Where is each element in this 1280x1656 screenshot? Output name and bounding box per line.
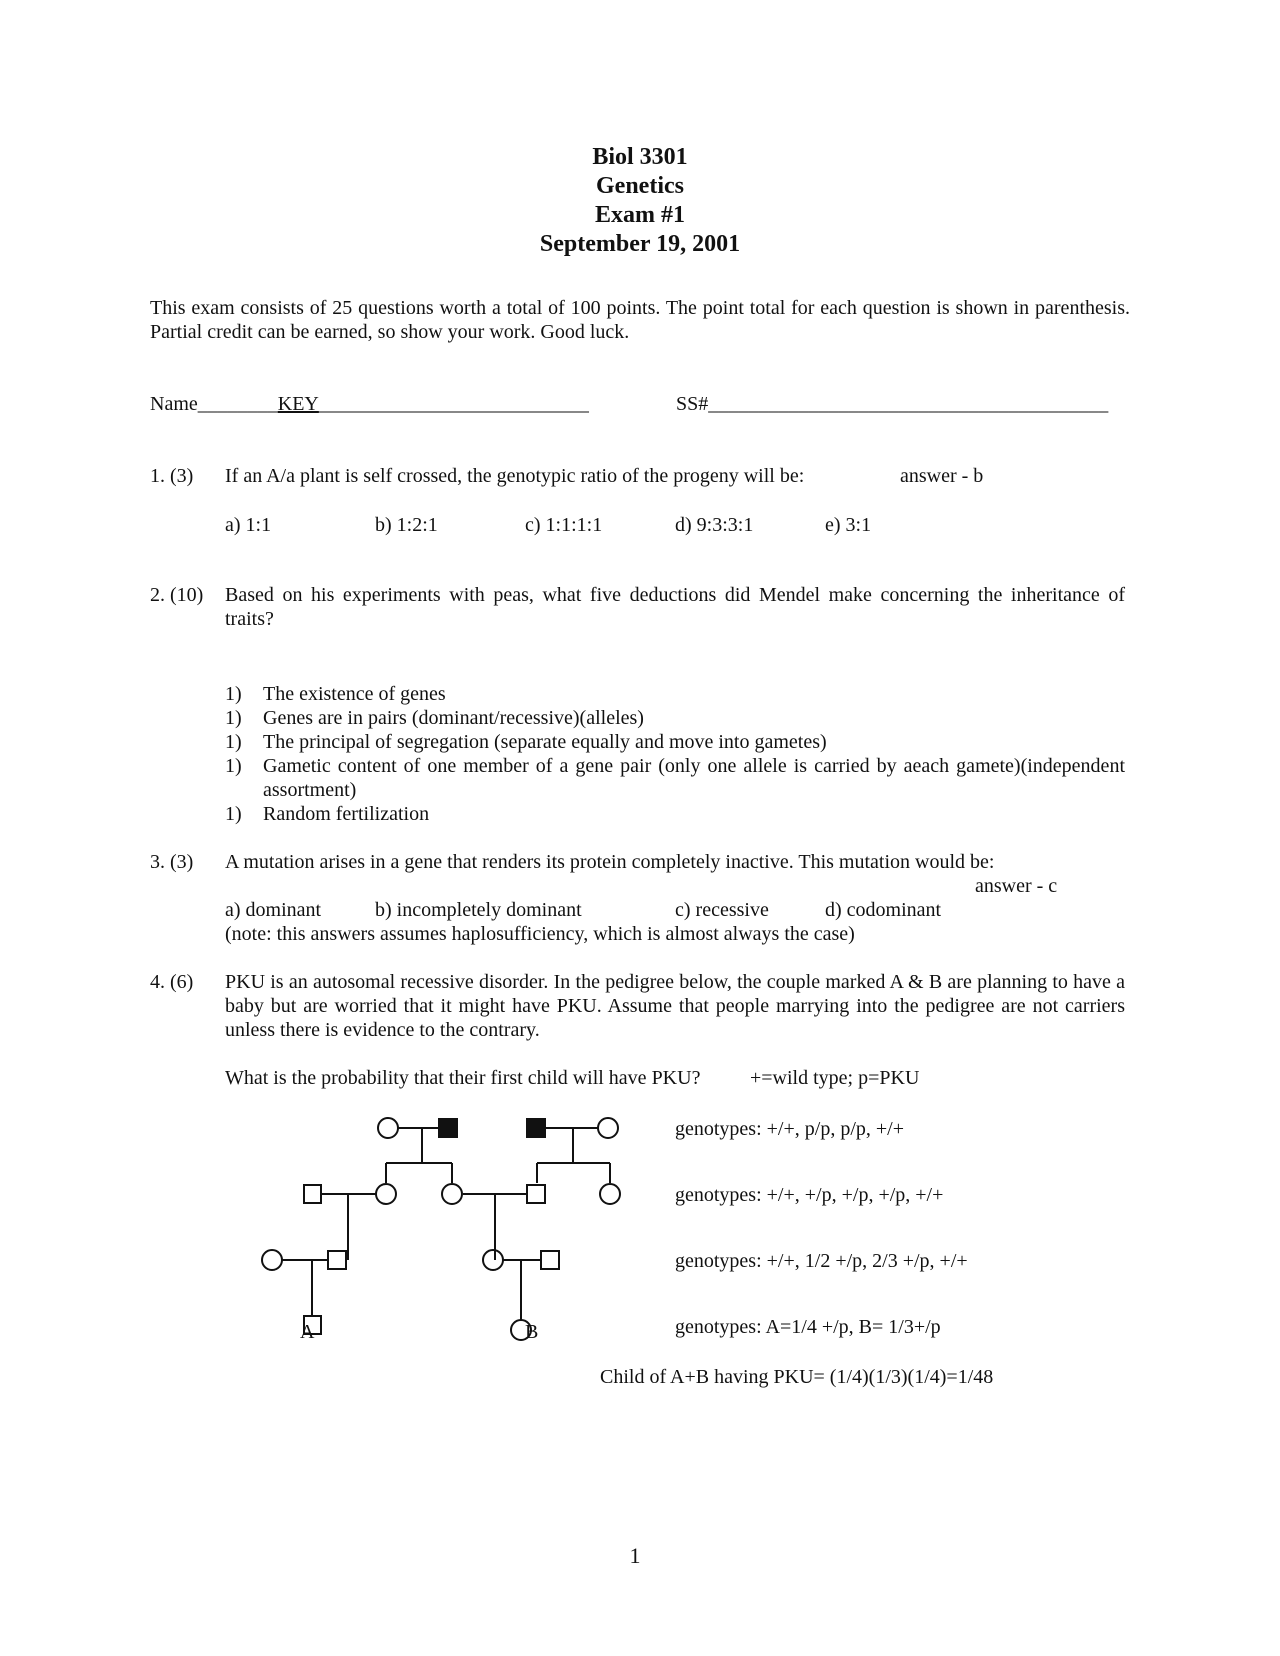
q2-marker: 1) (225, 683, 242, 705)
q2-marker: 1) (225, 731, 242, 753)
q4-question: What is the probability that their first child will have PKU? (225, 1067, 701, 1089)
q1-option: a) 1:1 (225, 514, 272, 536)
q1-option: e) 3:1 (825, 514, 872, 536)
female-unaffected (483, 1250, 503, 1270)
q4-key: +=wild type; p=PKU (750, 1067, 920, 1089)
q1-option: b) 1:2:1 (375, 514, 438, 536)
genotypes-gen2: genotypes: +/+, +/p, +/p, +/p, +/+ (675, 1184, 944, 1206)
subject-title: Genetics (596, 173, 684, 199)
q1-option: c) 1:1:1:1 (525, 514, 603, 536)
q4-number: 4. (6) (150, 971, 194, 993)
genotypes-gen3: genotypes: +/+, 1/2 +/p, 2/3 +/p, +/+ (675, 1250, 968, 1272)
ss-line: ________________________________________ (708, 393, 1109, 415)
q2-item: The existence of genes (263, 683, 446, 705)
q1-option: d) 9:3:3:1 (675, 514, 754, 536)
female-unaffected (600, 1184, 620, 1204)
female-unaffected (376, 1184, 396, 1204)
q2-number: 2. (10) (150, 584, 204, 606)
female-unaffected (442, 1184, 462, 1204)
male-unaffected (541, 1251, 559, 1269)
name-line-pre: ________ (197, 393, 278, 415)
q1-text: If an A/a plant is self crossed, the genotypic ratio of the progeny will be: (225, 465, 805, 487)
q4-text: PKU is an autosomal recessive disorder. In the pedigree below, the couple marked A & B are planning to have a baby but are worried that it might have PKU. Assume that people marrying into the pedigree are not carriers unless there is evidence to the contrary. (225, 971, 1125, 1041)
q2-marker: 1) (225, 755, 242, 777)
male-unaffected (527, 1185, 545, 1203)
ss-label: SS# (676, 393, 709, 415)
q3-option: a) dominant (225, 899, 322, 921)
q2-marker: 1) (225, 707, 242, 729)
instructions: This exam consists of 25 questions worth a total of 100 points. The point total for each question is shown in parenthesis. Partial credit can be earned, so show your work. Good luck. (150, 297, 1130, 343)
q2-item: Genes are in pairs (dominant/recessive)(alleles) (263, 707, 644, 729)
label-b: B (525, 1321, 539, 1343)
female-unaffected (598, 1118, 618, 1138)
exam-title: Exam #1 (595, 202, 685, 228)
male-unaffected (304, 1185, 321, 1203)
pku-result: Child of A+B having PKU= (1/4)(1/3)(1/4)=1/48 (600, 1366, 994, 1388)
name-line-post: ___________________________ (318, 393, 589, 415)
q2-item: The principal of segregation (separate equally and move into gametes) (263, 731, 827, 753)
q3-option: d) codominant (825, 899, 942, 921)
genotypes-gen1: genotypes: +/+, p/p, p/p, +/+ (675, 1118, 904, 1140)
course-title: Biol 3301 (592, 144, 688, 170)
female-unaffected (378, 1118, 398, 1138)
female-unaffected (262, 1250, 282, 1270)
q3-number: 3. (3) (150, 851, 194, 873)
page-number: 1 (629, 1543, 641, 1568)
male-affected (527, 1119, 545, 1137)
q3-note: (note: this answers assumes haplosufficiency, which is almost always the case) (225, 923, 855, 945)
male-affected (439, 1119, 457, 1137)
q3-text: A mutation arises in a gene that renders its protein completely inactive. This mutation would be: (225, 851, 995, 873)
male-unaffected (328, 1251, 346, 1269)
q1-answer: answer - b (900, 465, 984, 487)
q2-item: Random fertilization (263, 803, 430, 825)
q3-option: c) recessive (675, 899, 769, 921)
label-a: A (300, 1321, 315, 1343)
name-label: Name (150, 393, 198, 415)
q2-text: Based on his experiments with peas, what five deductions did Mendel make concerning the inheritance of traits? (225, 584, 1125, 630)
q1-number: 1. (3) (150, 465, 194, 487)
genotypes-gen4: genotypes: A=1/4 +/p, B= 1/3+/p (675, 1316, 941, 1338)
q2-item: Gametic content of one member of a gene pair (only one allele is carried by aeach gamete)(independent assortment) (263, 755, 1125, 801)
q2-marker: 1) (225, 803, 242, 825)
exam-date: September 19, 2001 (539, 231, 741, 257)
q3-option: b) incompletely dominant (375, 899, 582, 921)
name-value: KEY (277, 393, 319, 415)
q3-answer: answer - c (975, 875, 1058, 897)
